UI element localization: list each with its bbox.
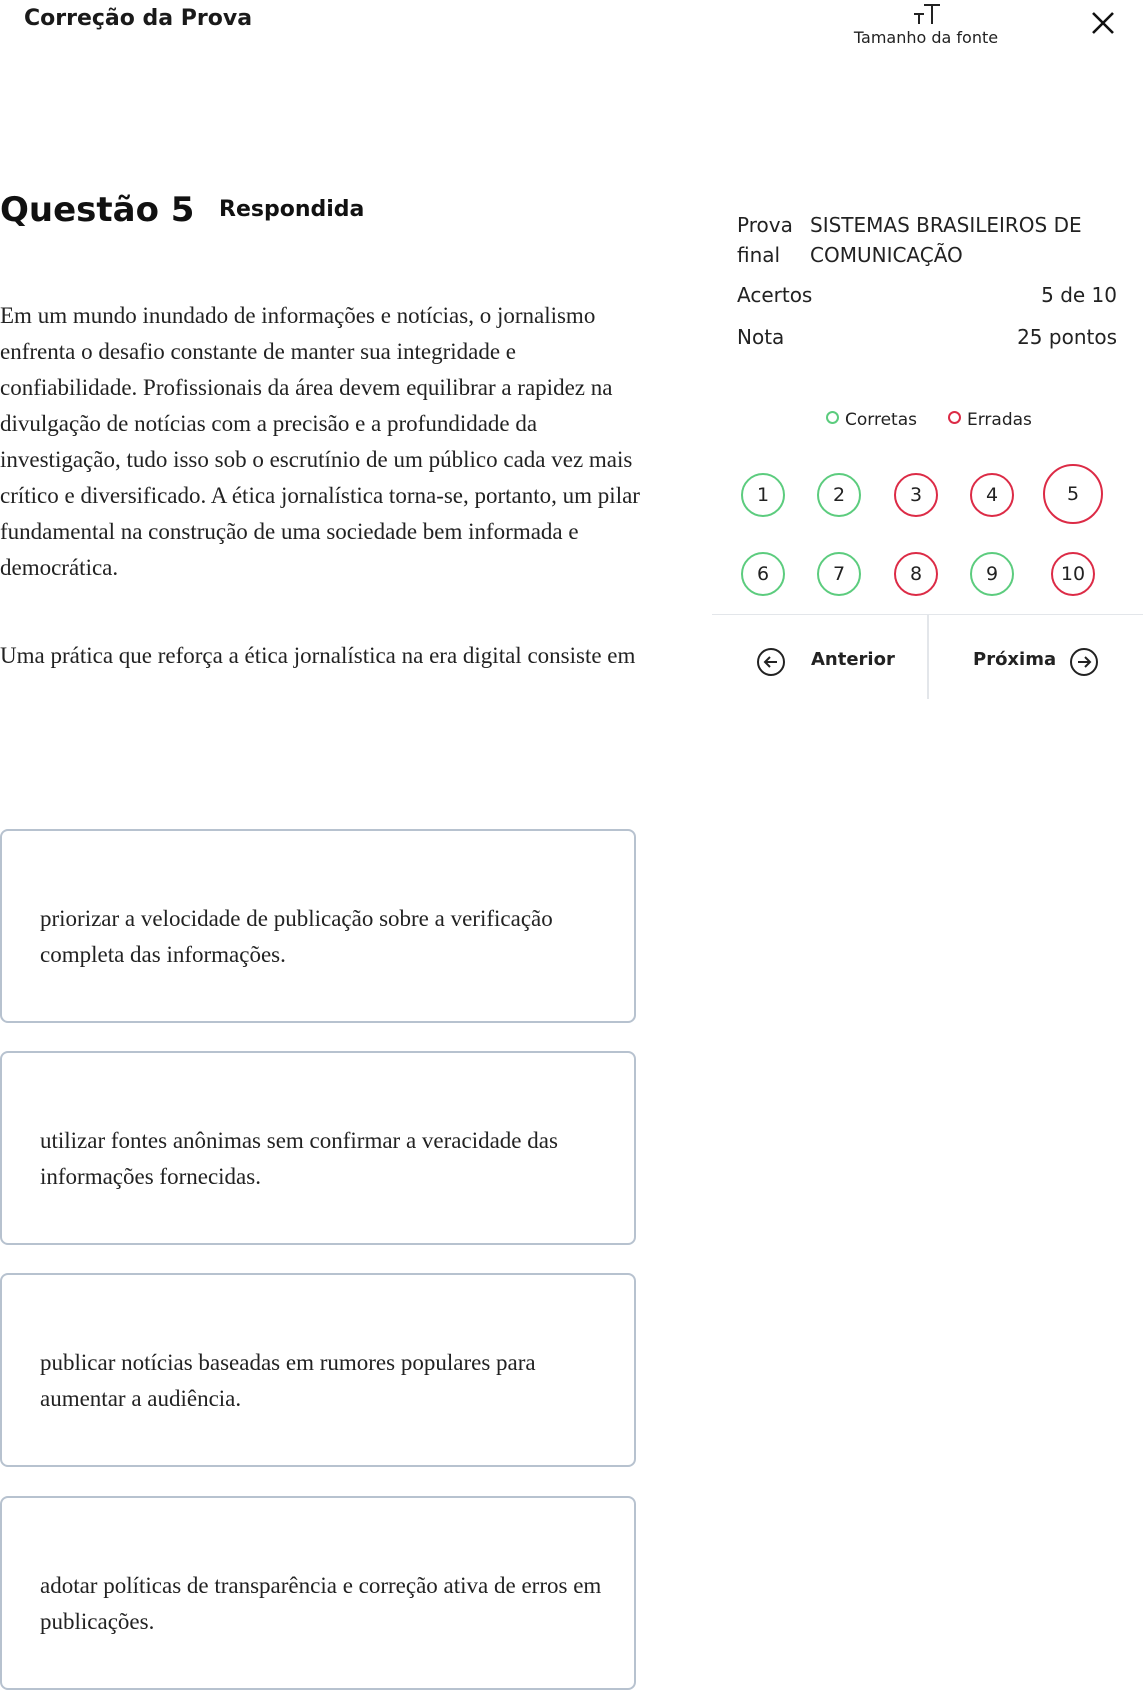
hits-label: Acertos xyxy=(737,283,813,307)
legend-wrong-label: Erradas xyxy=(967,410,1032,430)
legend-correct xyxy=(826,410,917,430)
answer-option-text: publicar notícias baseadas em rumores populares para aumentar a audiência. xyxy=(40,1350,536,1411)
hits-value: 5 de 10 xyxy=(1041,283,1117,307)
close-button[interactable] xyxy=(1088,8,1118,38)
exam-name: SISTEMAS BRASILEIROS DE COMUNICAÇÃO xyxy=(810,213,1082,267)
question-number-5[interactable] xyxy=(1043,464,1103,524)
top-bar xyxy=(0,0,1143,70)
legend-correct-label: Corretas xyxy=(845,410,917,430)
question-navigation xyxy=(712,614,1143,699)
answer-option-1[interactable] xyxy=(0,829,636,1023)
font-size-label: Tamanho da fonte xyxy=(853,28,999,47)
question-number-label: 4 xyxy=(985,484,999,506)
text-size-icon xyxy=(846,0,1006,26)
grade-label: Nota xyxy=(737,325,785,349)
question-number-label: 3 xyxy=(909,484,923,506)
question-number-7[interactable] xyxy=(817,552,861,596)
arrow-left-circle-icon xyxy=(756,647,786,677)
previous-label: Anterior xyxy=(811,649,895,670)
answer-option-4[interactable] xyxy=(0,1496,636,1690)
question-number-label: 2 xyxy=(832,484,846,506)
question-number-label: 1 xyxy=(756,484,770,506)
legend-wrong xyxy=(948,410,1032,430)
question-number-label: 7 xyxy=(832,563,846,585)
previous-button[interactable] xyxy=(712,615,926,699)
question-number-10[interactable] xyxy=(1051,552,1095,596)
question-number-9[interactable] xyxy=(970,552,1014,596)
question-status: Respondida xyxy=(219,197,365,222)
grade-row xyxy=(737,322,1117,352)
question-number-8[interactable] xyxy=(894,552,938,596)
question-number-label: 10 xyxy=(1060,563,1086,585)
question-number-label: 5 xyxy=(1066,483,1080,505)
question-number-label: 8 xyxy=(909,563,923,585)
question-number-label: 6 xyxy=(756,563,770,585)
answer-option-text: utilizar fontes anônimas sem confirmar a veracidade das informações fornecidas. xyxy=(40,1128,558,1189)
question-number-1[interactable] xyxy=(741,473,785,517)
answer-option-text: priorizar a velocidade de publicação sobre a verificação completa das informações. xyxy=(40,906,553,967)
close-icon xyxy=(1088,8,1118,38)
next-label: Próxima xyxy=(973,649,1057,670)
font-size-button[interactable] xyxy=(846,0,1006,56)
question-number-6[interactable] xyxy=(741,552,785,596)
hits-row xyxy=(737,280,1117,310)
correct-dot-icon xyxy=(826,411,839,424)
exam-row xyxy=(737,210,1117,272)
exam-label: Prova final xyxy=(737,213,793,267)
wrong-dot-icon xyxy=(948,411,961,424)
question-number-4[interactable] xyxy=(970,473,1014,517)
grade-value: 25 pontos xyxy=(1017,325,1117,349)
question-number-2[interactable] xyxy=(817,473,861,517)
question-heading: Questão 5 xyxy=(0,190,195,230)
arrow-right-circle-icon xyxy=(1069,647,1099,677)
answer-option-2[interactable] xyxy=(0,1051,636,1245)
next-button[interactable] xyxy=(929,615,1143,699)
question-prompt: Uma prática que reforça a ética jornalística na era digital consiste em xyxy=(0,643,636,668)
page-title: Correção da Prova xyxy=(24,6,253,31)
question-number-3[interactable] xyxy=(894,473,938,517)
answer-option-text: adotar políticas de transparência e correção ativa de erros em publicações. xyxy=(40,1573,602,1634)
question-context: Em um mundo inundado de informações e notícias, o jornalismo enfrenta o desafio constante de manter sua integridade e confiabilidade. Profissionais da área devem equilibrar a rapidez na divulgação de notícias com a precisão e a profundidade da investigação, tudo isso sob o escrutínio de um público cada vez mais crítico e diversificado. A ética jornalística torna-se, portanto, um pilar fundamental na construção de uma sociedade bem informada e democrática. xyxy=(0,303,640,580)
question-number-label: 9 xyxy=(985,563,999,585)
answer-option-3[interactable] xyxy=(0,1273,636,1467)
